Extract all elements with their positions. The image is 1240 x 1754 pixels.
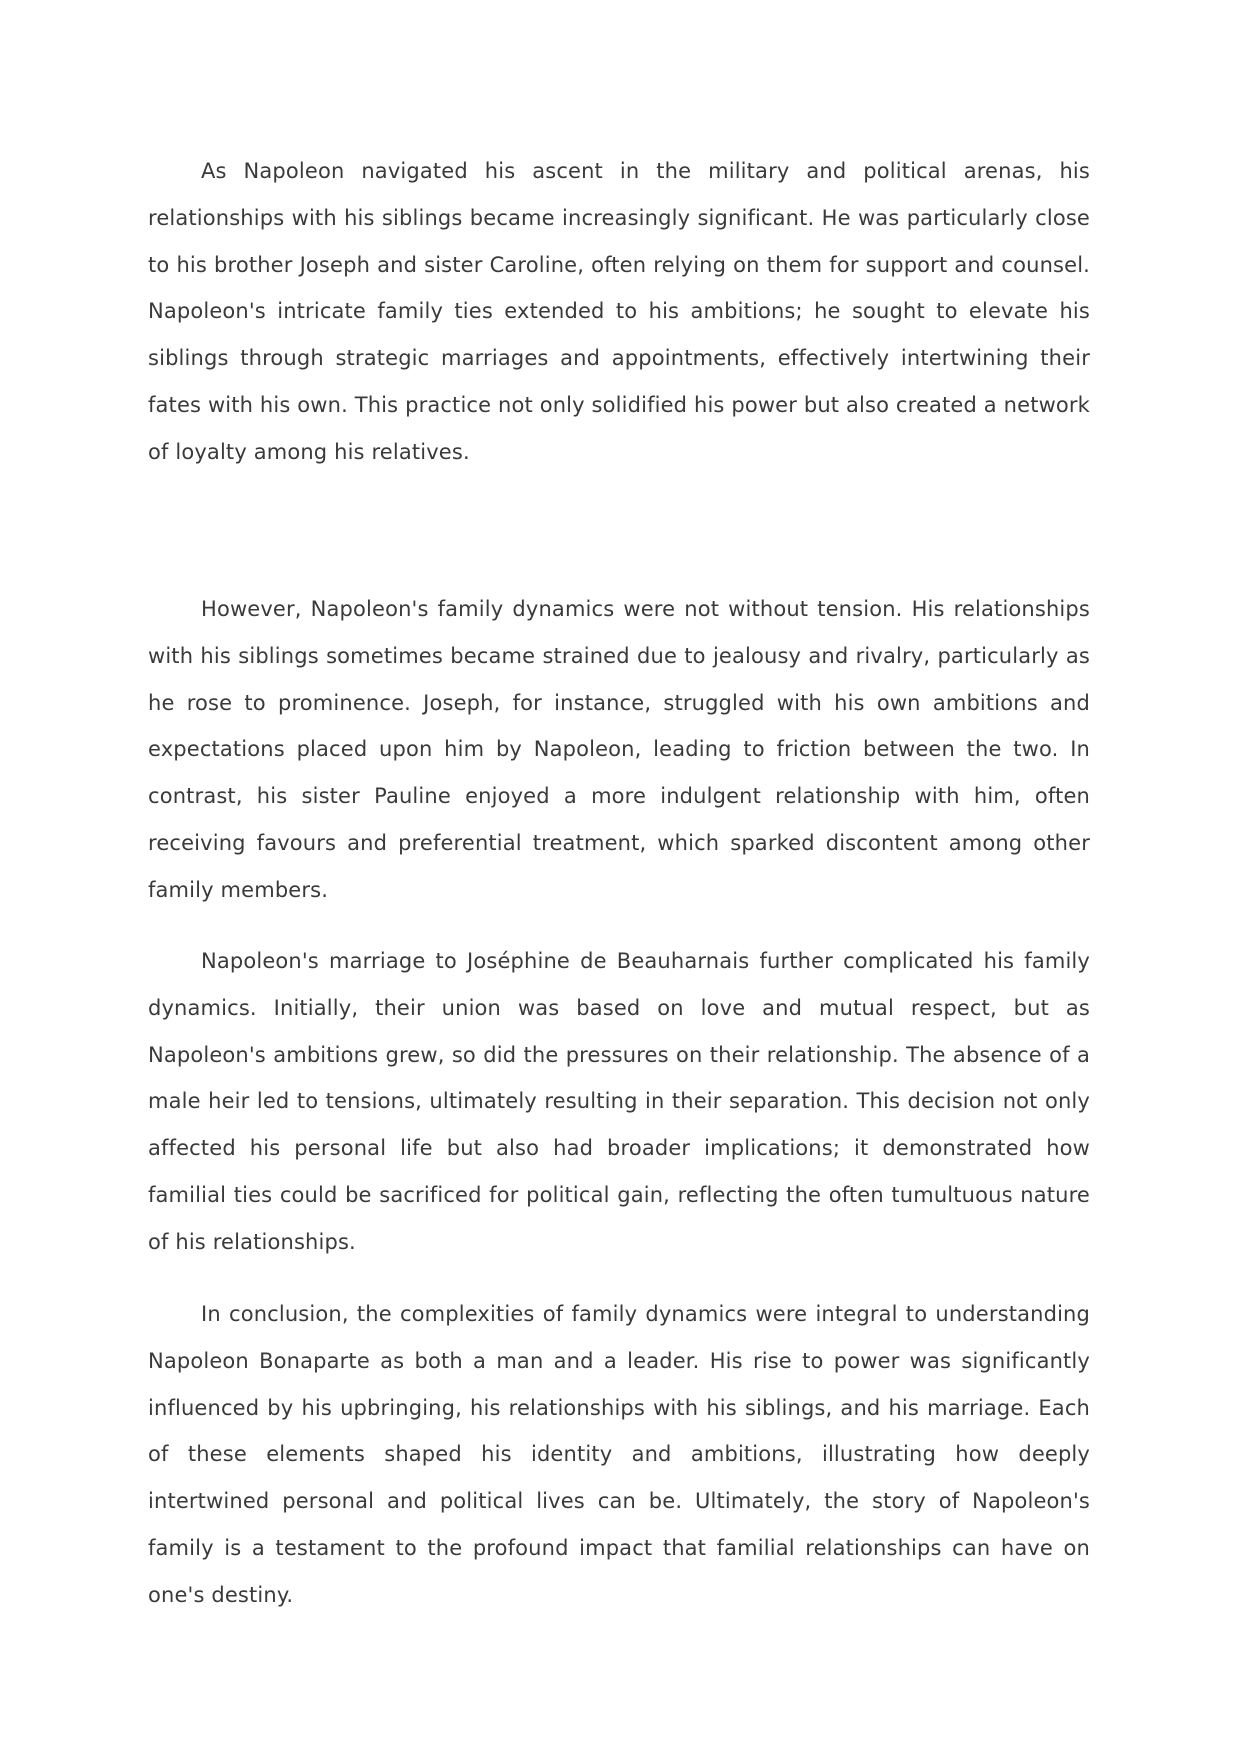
paragraph-conclusion: In conclusion, the complexities of family dynamics were integral to understanding Napoleon Bonaparte as both a man and a leader. His rise to power was significantly influenced by his upbringing, his relationships with his siblings, and his marriage. Each of these elements shaped his identity and ambitions, illustrating how deeply intertwined personal and political lives can be. Ultimately, the story of Napoleon's family is a testament to the profound impact that familial relationships can have on one's destiny.	[148, 1302, 1090, 1607]
paragraph-marriage-josephine: Napoleon's marriage to Joséphine de Beauharnais further complicated his family dynamics. Initially, their union was based on love and mutual respect, but as Napoleon's ambitions grew, so did the pressures on their relationship. The absence of a male heir led to tensions, ultimately resulting in their separation. This decision not only affected his personal life but also had broader implications; it demonstrated how familial ties could be sacrificed for political gain, reflecting the often tumultuous nature of his relationships.	[148, 949, 1090, 1254]
paragraph-family-tension: However, Napoleon's family dynamics were not without tension. His relationships with his siblings sometimes became strained due to jealousy and rivalry, particularly as he rose to prominence. Joseph, for instance, struggled with his own ambitions and expectations placed upon him by Napoleon, leading to friction between the two. In contrast, his sister Pauline enjoyed a more indulgent relationship with him, often receiving favours and preferential treatment, which sparked discontent among other family members.	[148, 597, 1090, 902]
paragraph-siblings-relationships: As Napoleon navigated his ascent in the military and political arenas, his relationships with his siblings became increasingly significant. He was particularly close to his brother Joseph and sister Caroline, often relying on them for support and counsel. Napoleon's intricate family ties extended to his ambitions; he sought to elevate his siblings through strategic marriages and appointments, effectively intertwining their fates with his own. This practice not only solidified his power but also created a network of loyalty among his relatives.	[148, 159, 1090, 464]
